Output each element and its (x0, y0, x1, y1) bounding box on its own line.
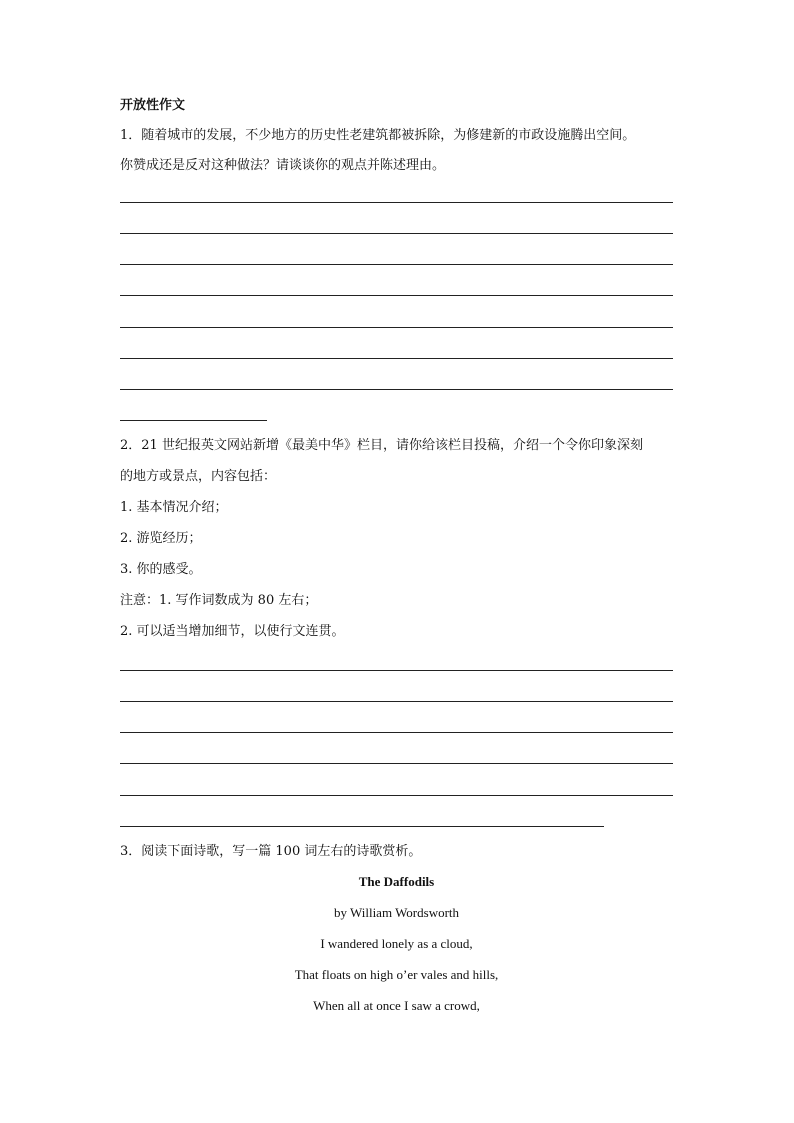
question-2-line-1: 2．21 世纪报英文网站新增《最美中华》栏目，请你给该栏目投稿，介绍一个令你印象深刻 (120, 438, 643, 453)
question-2-item-3: 3. 你的感受。 (120, 562, 202, 577)
poem-title: The Daffodils (358, 874, 435, 889)
answer-line (120, 233, 673, 234)
poem-line-2: That floats on high o’er vales and hills, (294, 967, 499, 982)
answer-line (120, 795, 673, 796)
question-2-note-2: 2. 可以适当增加细节，以使行文连贯。 (120, 624, 345, 639)
question-2-note-1: 注意：1. 写作词数成为 80 左右； (120, 593, 318, 608)
answer-line (120, 264, 673, 265)
question-1-line-1: 1．随着城市的发展，不少地方的历史性老建筑都被拆除，为修建新的市政设施腾出空间。 (120, 128, 636, 143)
poem-author: by William Wordsworth (333, 905, 460, 920)
question-3-line-1: 3．阅读下面诗歌，写一篇 100 词左右的诗歌赏析。 (120, 844, 422, 859)
section-title: 开放性作文 (120, 98, 186, 113)
answer-line (120, 327, 673, 328)
answer-line-short (120, 420, 267, 421)
question-1-line-2: 你赞成还是反对这种做法？请谈谈你的观点并陈述理由。 (120, 158, 446, 173)
answer-line (120, 295, 673, 296)
answer-line (120, 202, 673, 203)
question-2-item-2: 2. 游览经历； (120, 531, 202, 546)
question-2-item-1: 1. 基本情况介绍； (120, 500, 228, 515)
answer-line (120, 732, 673, 733)
answer-line (120, 701, 673, 702)
question-2-line-2: 的地方或景点，内容包括： (120, 469, 277, 484)
answer-line (120, 670, 673, 671)
poem-line-1: I wandered lonely as a cloud, (320, 936, 473, 951)
answer-line-partial (120, 826, 604, 827)
answer-line (120, 358, 673, 359)
answer-line (120, 389, 673, 390)
poem-line-3: When all at once I saw a crowd, (313, 998, 480, 1013)
answer-line (120, 763, 673, 764)
